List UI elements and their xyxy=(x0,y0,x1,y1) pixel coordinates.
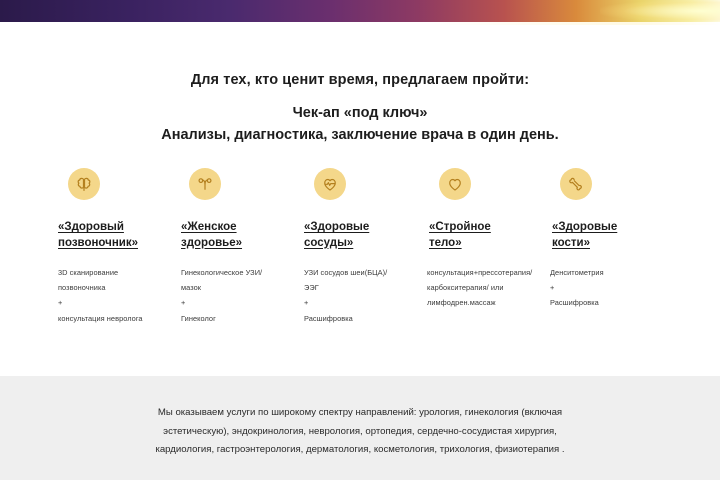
service-card-vessels[interactable] xyxy=(304,168,427,326)
headline-block xyxy=(0,72,720,147)
service-description xyxy=(550,265,665,311)
service-card-spine[interactable] xyxy=(58,168,181,326)
headline-main xyxy=(0,102,720,147)
service-description xyxy=(304,265,419,326)
headline-intro: Для тех, кто ценит время, предлагаем пройти: xyxy=(190,72,530,88)
service-title-line-2: сосуды» xyxy=(304,236,354,249)
service-desc-line: Расшифровка xyxy=(304,313,353,323)
service-desc-line: ЭЭГ xyxy=(304,283,319,293)
service-title-line-1: «Женское xyxy=(181,221,237,233)
service-title-line-1: «Стройное xyxy=(429,221,491,233)
service-card-women-health[interactable] xyxy=(181,168,304,326)
top-bar-sheen xyxy=(0,22,720,25)
service-desc-line: + xyxy=(58,298,63,308)
heart-pulse-icon xyxy=(314,168,346,200)
footer-text xyxy=(90,404,630,460)
service-desc-line: Расшифровка xyxy=(550,298,599,308)
service-title xyxy=(304,220,419,251)
brain-icon xyxy=(68,168,100,200)
service-desc-line: 3D сканирование xyxy=(58,268,119,278)
female-reproductive-icon xyxy=(189,168,221,200)
service-title-line-1: «Здоровый xyxy=(58,221,124,233)
footer-text-line-2: эстетическую), эндокринология, неврология, ортопедия, сердечно-сосудистая хирургия, xyxy=(163,425,557,437)
service-card-bones[interactable] xyxy=(550,168,673,326)
service-card-slim-body[interactable] xyxy=(427,168,550,326)
service-desc-line: лимфодрен.массаж xyxy=(427,298,496,308)
service-desc-line: консультация невролога xyxy=(58,313,143,323)
footer-band xyxy=(0,376,720,480)
services-row xyxy=(58,168,674,326)
service-desc-line: УЗИ сосудов шеи(БЦА)/ xyxy=(304,268,388,278)
service-title xyxy=(550,220,665,251)
service-title-line-2: тело» xyxy=(429,236,462,249)
service-title-line-1: «Здоровые xyxy=(552,221,618,233)
service-description xyxy=(58,265,173,326)
service-description xyxy=(427,265,542,311)
service-title xyxy=(181,220,296,251)
service-desc-line: консультация+прессотерапия/ xyxy=(427,268,533,278)
service-desc-line: мазок xyxy=(181,283,202,293)
service-title-line-2: позвоночник» xyxy=(58,236,139,249)
service-title xyxy=(58,220,173,251)
service-desc-line: Гинеколог xyxy=(181,313,216,323)
service-desc-line: + xyxy=(181,298,186,308)
footer-text-line-3: кардиология, гастроэнтерология, дерматология, косметология, трихология, физиотерапия . xyxy=(155,444,565,456)
service-title xyxy=(427,220,542,251)
top-bar-glow xyxy=(600,0,720,22)
service-desc-line: карбокситерапия/ или xyxy=(427,283,504,293)
service-desc-line: + xyxy=(550,283,555,293)
service-title-line-1: «Здоровые xyxy=(304,221,370,233)
bone-icon xyxy=(560,168,592,200)
service-desc-line: Гинекологическое УЗИ/ xyxy=(181,268,263,278)
service-desc-line: Денситометрия xyxy=(550,268,604,278)
service-desc-line: позвоночника xyxy=(58,283,106,293)
headline-main-line-1: Чек-ап «под ключ» xyxy=(292,105,428,121)
service-desc-line: + xyxy=(304,298,309,308)
service-title-line-2: кости» xyxy=(552,236,590,249)
heart-icon xyxy=(439,168,471,200)
service-title-line-2: здоровье» xyxy=(181,236,243,249)
service-description xyxy=(181,265,296,326)
headline-main-line-2: Анализы, диагностика, заключение врача в один день. xyxy=(161,127,559,144)
decorative-top-bar xyxy=(0,0,720,22)
footer-text-line-1: Мы оказываем услуги по широкому спектру направлений: урология, гинекология (включая xyxy=(157,407,563,418)
